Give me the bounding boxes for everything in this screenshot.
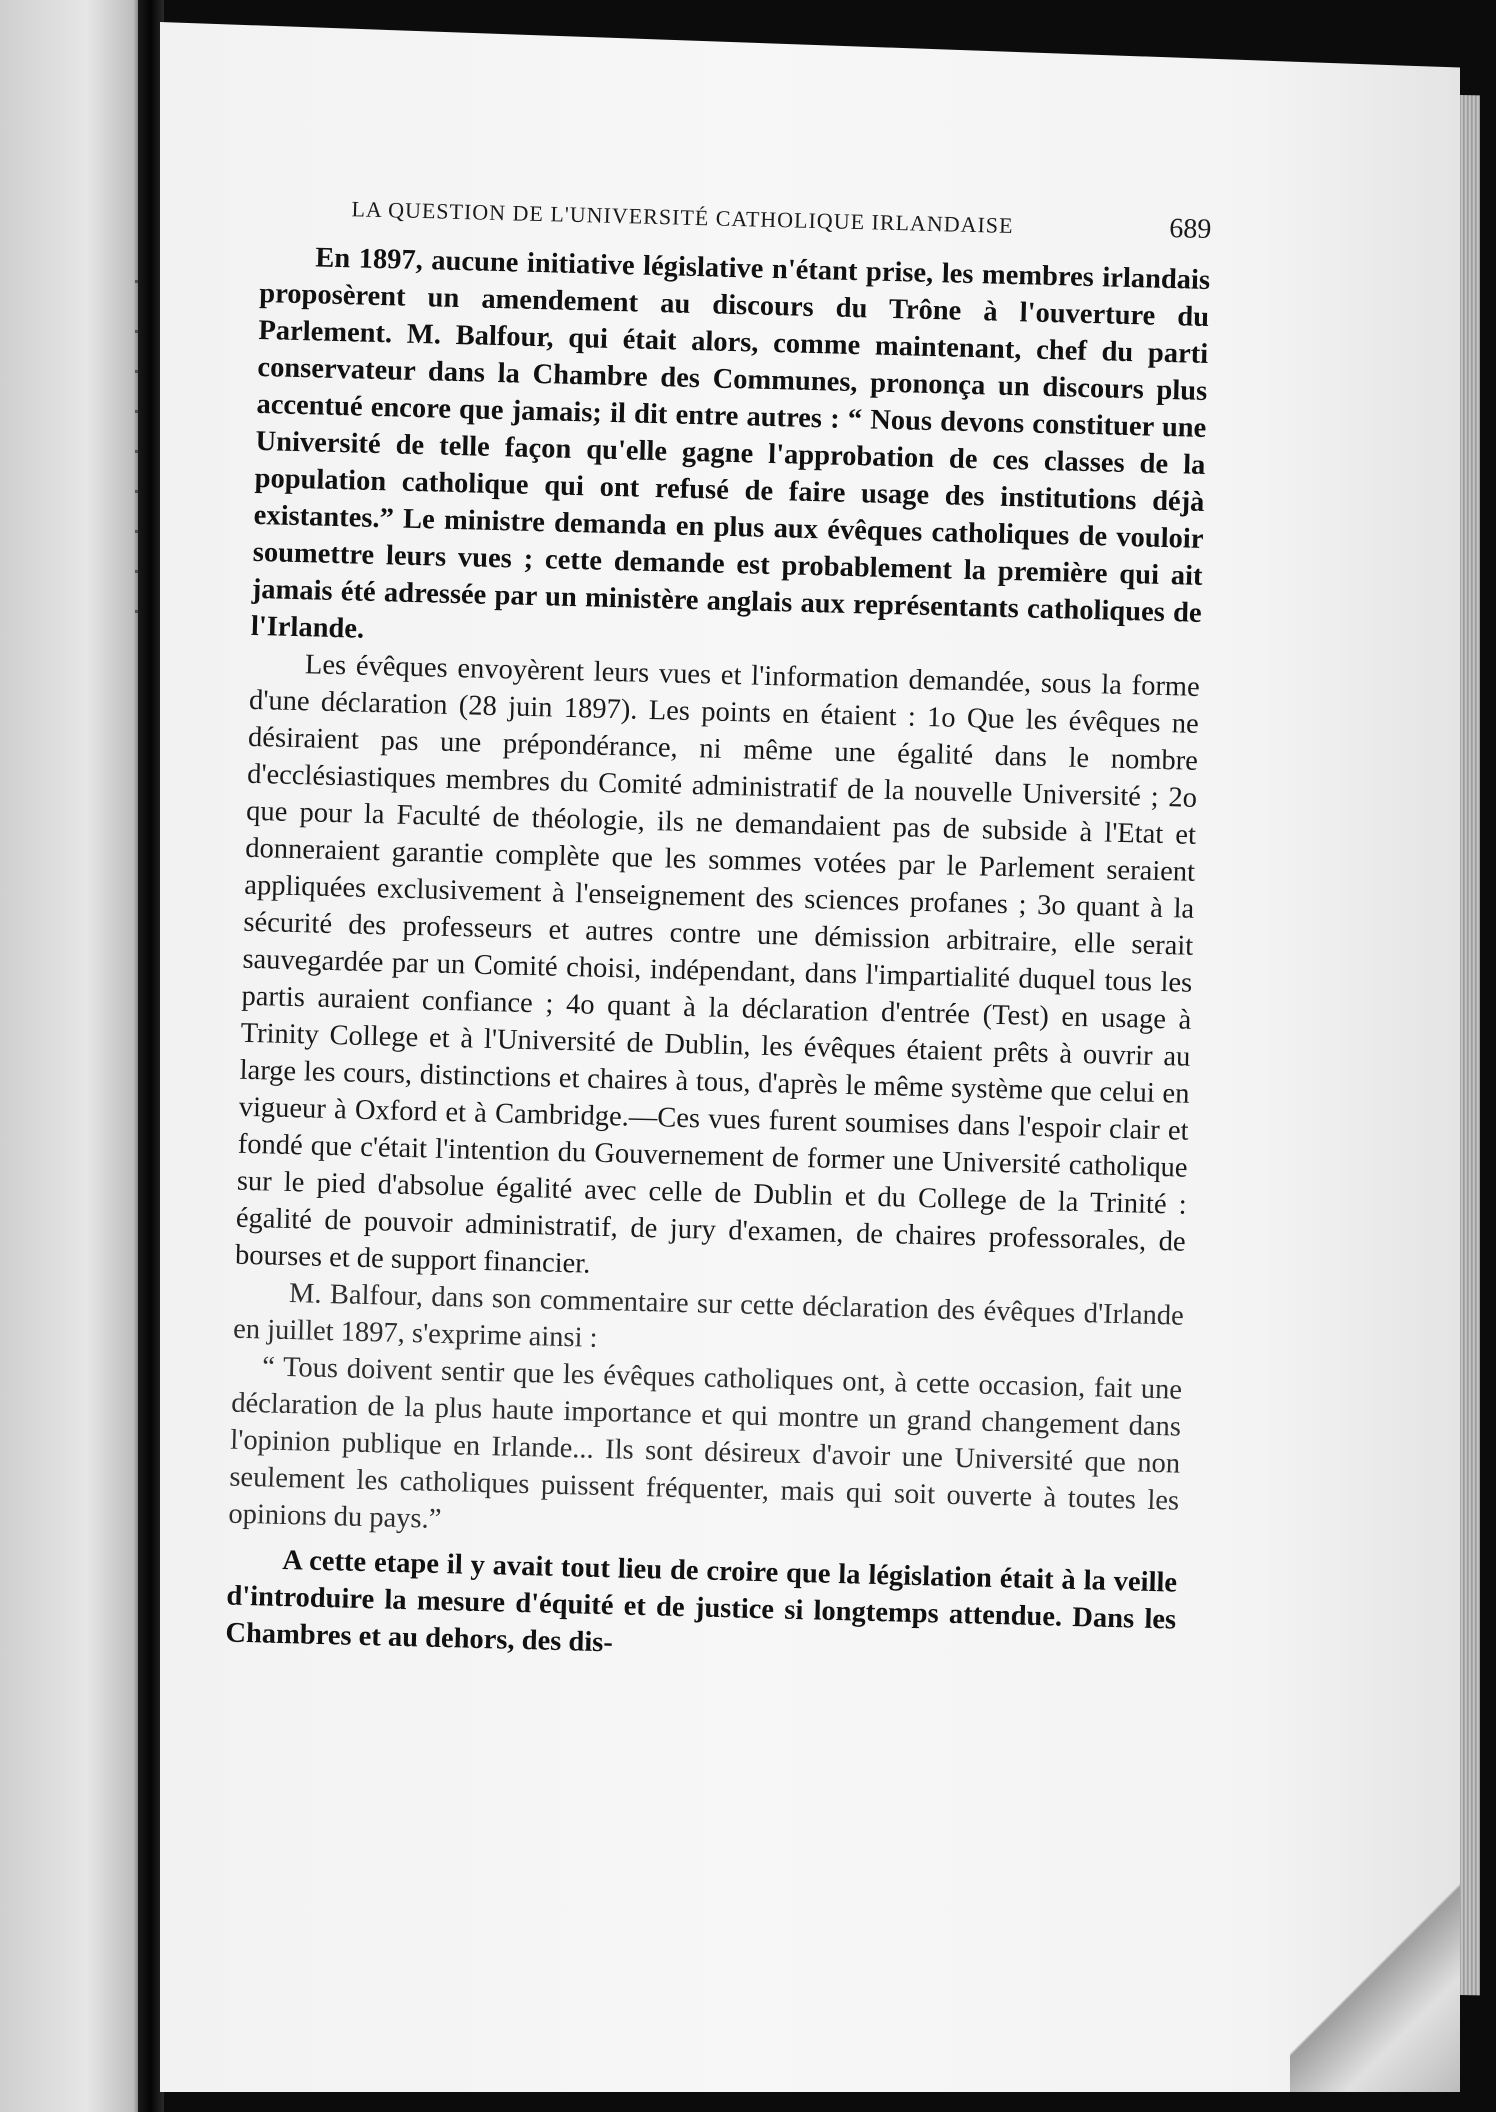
page-corner-fold — [1290, 1882, 1460, 2092]
paragraph-2: Les évêques envoyèrent leurs vues et l'information demandée, sous la forme d'une déclaration (28 juin 1897). Les points en étaient : 1o Que les évêques ne désiraient pas une prépondérance, ni même une égalité dans le nombre d'ecclésiastiques membres du Comité administratif de la nouvelle Université ; 2o que pour la Faculté de théologie, ils ne demandaient pas de subside à l'Etat et donneraient garantie complète que les sommes votées par le Parlement seraient appliquées exclusivement à l'enseignement des sciences profanes ; 3o quant à la sécurité des professeurs et autres contre une démission arbitraire, elle serait sauvegardée par un Comité choisi, indépendant, dans l'impartialité duquel tous les partis auraient confiance ; 4o quant à la déclaration d'entrée (Test) en usage à Trinity College et à l'Université de Dublin, les évêques étaient prêts à ouvrir au large les cours, distinctions et chaires à tous, d'après le même système que celui en vigueur à Oxford et à Cambridge.—Ces vues furent soumises dans l'espoir clair et fondé que c'était l'intention du Gouvernement de former une Université catholique sur le pied d'absolue égalité avec celle de Dublin et du College de la Trinité : égalité de pouvoir administratif, de jury d'examen, de chaires professorales, de bourses et de support financier. — [234, 649, 1201, 1280]
left-facing-page — [0, 0, 145, 2112]
running-title: LA QUESTION DE L'UNIVERSITÉ CATHOLIQUE IRLANDAISE — [351, 196, 1014, 239]
paragraph-1: En 1897, aucune initiative législative n'étant prise, les membres irlandais proposèrent un amendement au discours du Trône à l'ouverture du Parlement. M. Balfour, qui était alors, comme maintenant, chef du parti conservateur dans la Chambre des Communes, prononça un discours plus accentué encore que jamais; il dit entre autres : “ Nous devons constituer une Université de telle façon qu'elle gagne l'approbation de ces classes de la population catholique qui ont refusé de faire usage des institutions déjà existantes.” Le ministre demanda en plus aux évêques catholiques de vouloir soumettre leurs vues ; cette demande est probablement la première qui ait jamais été adressée par un ministère anglais aux représentants catholiques de l'Irlande. — [250, 242, 1211, 645]
page-text — [225, 190, 1212, 1676]
page-number: 689 — [1168, 212, 1212, 246]
paragraph-3: M. Balfour, dans son commentaire sur cette déclaration des évêques d'Irlande en juillet 1897, s'exprime ainsi : — [232, 1278, 1185, 1354]
quote-paragraph: “ Tous doivent sentir que les évêques catholiques ont, à cette occasion, fait une déclaration de la plus haute importance et qui montre un grand changement dans l'opinion publique en Irlande... Ils sont désireux d'avoir une Université que non seulement les catholiques puissent fréquenter, mais qui soit ouverte à toutes les opinions du pays.” — [228, 1351, 1183, 1535]
paragraph-5: A cette etape il y avait tout lieu de croire que la législation était à la veille d'introduire la mesure d'équité et de justice si longtemps attendue. Dans les Chambres et au dehors, des dis- — [225, 1544, 1178, 1659]
